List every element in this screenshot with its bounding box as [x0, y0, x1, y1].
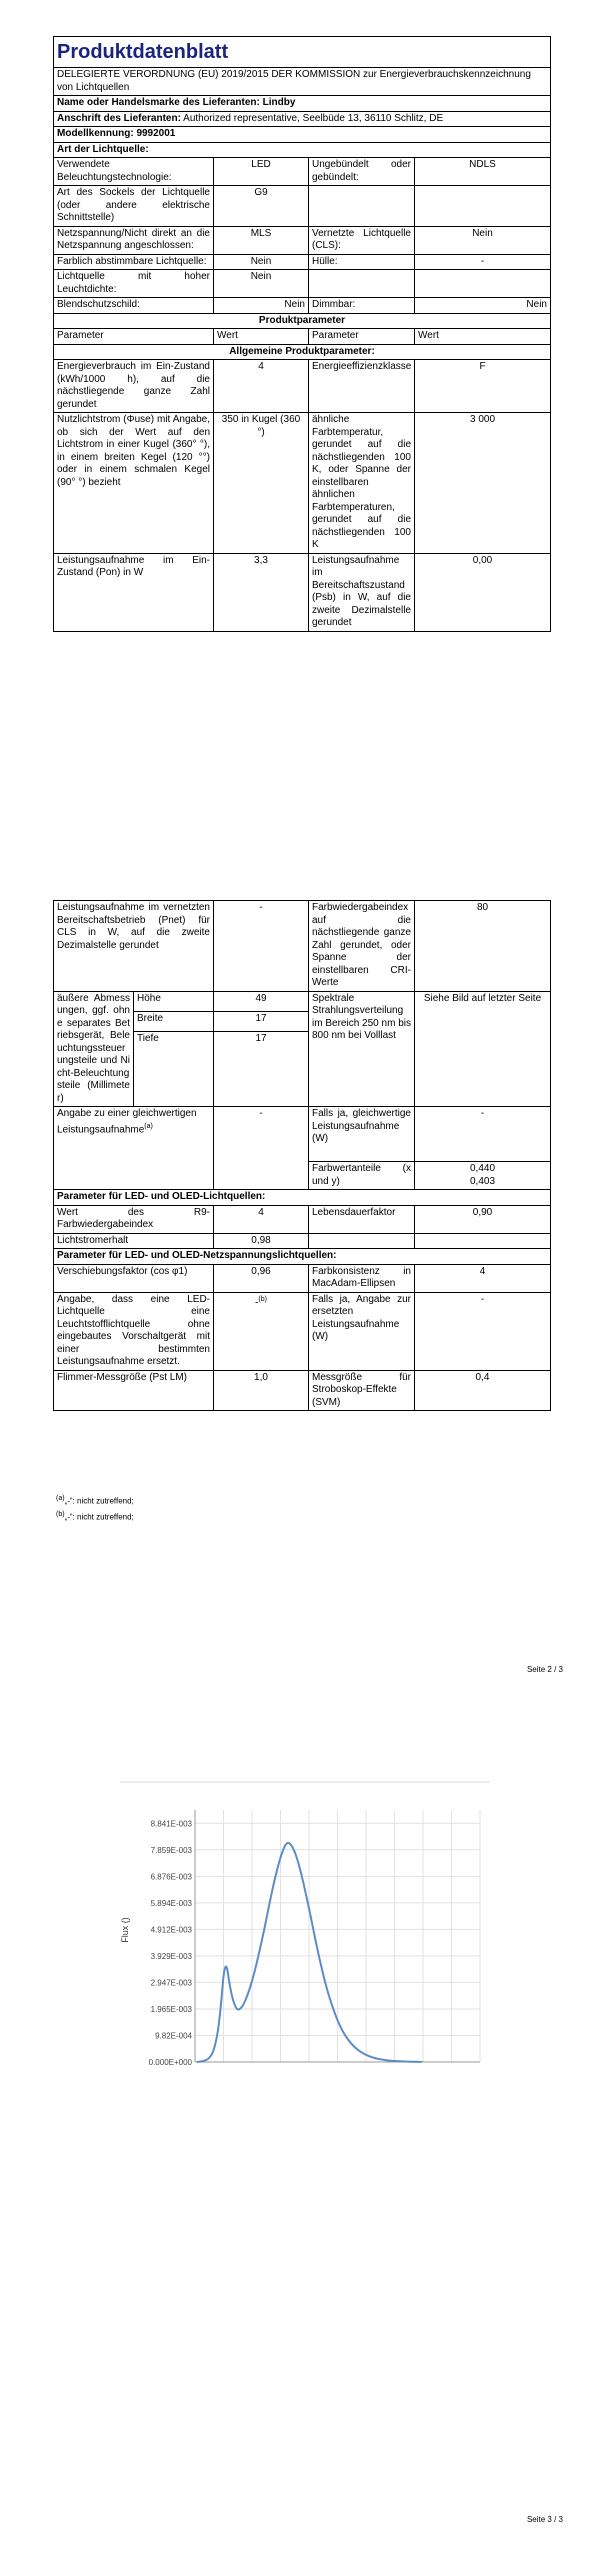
table-row: [54, 298, 551, 314]
chromaticity-y: 0,403: [469, 1175, 496, 1187]
table-row: [54, 1233, 551, 1249]
cell-value: NDLS: [415, 158, 551, 186]
table-header-row: [54, 329, 551, 345]
table-row: [54, 553, 551, 631]
equiv-label: [54, 1107, 214, 1190]
macadam-value: 4: [415, 1264, 551, 1292]
replacement-power-value: -: [415, 1292, 551, 1370]
footnote-text: „-“: nicht zutreffend;: [64, 1496, 134, 1506]
footnote-b: [56, 1510, 134, 1523]
chromaticity-label: Farbwertanteile (x und y): [309, 1162, 415, 1190]
equiv-power-label: Falls ja, gleichwertige Leistungsaufnahme (W): [309, 1107, 415, 1162]
cell-label: Ungebündelt oder gebündelt:: [309, 158, 415, 186]
life-factor-value: 0,90: [415, 1205, 551, 1233]
section-product-params: Produktparameter: [54, 313, 551, 329]
table-row: [54, 254, 551, 270]
y-tick-label: 7.859E-003: [150, 1845, 192, 1855]
section-general-params: Allgemeine Produktparameter:: [54, 344, 551, 360]
replacement-value: [214, 1292, 309, 1370]
macadam-label: Farbkonsistenz in MacAdam-Ellipsen: [309, 1264, 415, 1292]
cell-label: Leistungsaufnahme im Ein-Zustand (Pon) in W: [54, 553, 214, 631]
supplier-address: [54, 111, 551, 127]
dimension-name: Tiefe: [134, 1031, 214, 1050]
address-value: Authorized representative, Seelbüde 13, 36110 Schlitz, DE: [183, 112, 444, 124]
dimension-name: Breite: [134, 1011, 214, 1031]
table-row: [54, 1292, 551, 1370]
page-number: Seite 3 / 3: [526, 2515, 563, 2524]
cell-label: Energieeffizienzklasse: [309, 360, 415, 413]
cell-label: ähnliche Farbtemperatur, gerundet auf die nächstliegenden 100 K, oder Spanne der einstellbaren ähnlichen Farbtemperaturen, gerundet auf die nächstliegenden 100 K: [309, 413, 415, 554]
cell-label: Energieverbrauch im Ein-Zustand (kWh/1000 h), auf die nächstliegende ganze Zahl gerundet: [54, 360, 214, 413]
model-id: Modellkennung: 9992001: [54, 127, 551, 143]
cos-phi-label: Verschiebungsfaktor (cos φ1): [54, 1264, 214, 1292]
cell-value: MLS: [214, 226, 309, 254]
equiv-value: -: [214, 1107, 309, 1190]
column-header: Parameter: [309, 329, 415, 345]
y-tick-label: 4.912E-003: [150, 1925, 192, 1935]
footnote-mark: (a): [144, 1122, 153, 1130]
address-label: Anschrift des Lieferanten:: [57, 112, 181, 124]
cell-label: Netzspannung/Nicht direkt an die Netzspannung angeschlossen:: [54, 226, 214, 254]
table-row: [54, 413, 551, 554]
strobe-value: 0,4: [415, 1370, 551, 1411]
r9-label: Wert des R9-Farbwiedergabeindex: [54, 1205, 214, 1233]
column-header: Wert: [415, 329, 551, 345]
chromaticity-x: 0,440: [469, 1163, 496, 1174]
table-row: [54, 226, 551, 254]
table-row: [54, 158, 551, 186]
table-row: [54, 1370, 551, 1411]
dimensions-label: äußere Abmessungen, ggf. ohne separates Betriebsgerät, Beleuchtungssteuerungsteile und Nicht-Beleuchtungsteile (Millimeter): [54, 991, 134, 1107]
cell-value: 4: [214, 360, 309, 413]
cell-label: Verwendete Beleuchtungstechnologie:: [54, 158, 214, 186]
flicker-value: 1,0: [214, 1370, 309, 1411]
equiv-label-text: Angabe zu einer gleichwertigen Leistungsaufnahme: [57, 1108, 197, 1135]
section-led-params: Parameter für LED- und OLED-Lichtquellen:: [54, 1190, 551, 1206]
page-3: [0, 1700, 603, 2560]
dimension-value: 49: [214, 991, 309, 1011]
replacement-value-text: -: [255, 1296, 259, 1308]
column-header: Parameter: [54, 329, 214, 345]
cell-label: Dimmbar:: [309, 298, 415, 314]
regulation-text: DELEGIERTE VERORDNUNG (EU) 2019/2015 DER KOMMISSION zur Energieverbrauchskennzeichnung von Lichtquellen: [54, 68, 551, 96]
table-row: [54, 901, 551, 992]
strobe-label: Messgröße für Stroboskop-Effekte (SVM): [309, 1370, 415, 1411]
y-tick-label: 2.947E-003: [150, 1978, 192, 1988]
r9-value: 4: [214, 1205, 309, 1233]
cell-value: -: [415, 254, 551, 270]
cell-value: 3,3: [214, 553, 309, 631]
cell-value: 0,00: [415, 553, 551, 631]
cell-value: Nein: [214, 254, 309, 270]
cell-label: Nutzlichtstrom (Φuse) mit Angabe, ob sich der Wert auf den Lichtstrom in einer Kugel (360° °), in einem breiten Kegel (120 °°) oder in einem schmalen Kegel (90° °) bezieht: [54, 413, 214, 554]
cell-value: LED: [214, 158, 309, 186]
page-1: [0, 0, 603, 850]
cell-label: Blendschutzschild:: [54, 298, 214, 314]
table-row: [54, 186, 551, 227]
y-tick-label: 0.000E+000: [148, 2058, 192, 2067]
cell-label: Leistungsaufnahme im Bereitschaftszustand (Psb) in W, auf die zweite Dezimalstelle gerundet: [309, 553, 415, 631]
y-tick-label: 6.876E-003: [150, 1872, 192, 1882]
table-row: [54, 1264, 551, 1292]
y-axis-label: Flux (): [120, 1917, 130, 1943]
table-row: [54, 1205, 551, 1233]
cell-value: Nein: [214, 298, 309, 314]
table-row: [54, 270, 551, 298]
cell-label: [309, 270, 415, 298]
cell-label: Farblich abstimmbare Lichtquelle:: [54, 254, 214, 270]
cell-value: -: [214, 901, 309, 992]
product-sheet-table-continued: [53, 900, 551, 1411]
cell-label: Art des Sockels der Lichtquelle (oder andere elektrische Schnittstelle): [54, 186, 214, 227]
y-tick-label: 9.82E-004: [155, 2031, 192, 2041]
y-tick-label: 5.894E-003: [150, 1898, 192, 1908]
y-tick-label: 3.929E-003: [150, 1951, 192, 1961]
replacement-label: Angabe, dass eine LED-Lichtquelle eine Leuchtstofflichtquelle ohne eingebautes Vorschaltgerät mit einer bestimmten Leistungsaufnahme ersetzt.: [54, 1292, 214, 1370]
dimension-name: Höhe: [134, 991, 214, 1011]
footnote-a: [56, 1494, 134, 1507]
cell-value: Nein: [214, 270, 309, 298]
section-mains-params: Parameter für LED- und OLED-Netzspannungslichtquellen:: [54, 1249, 551, 1265]
dimension-value: 17: [214, 1011, 309, 1031]
cell-label: Farbwiedergabeindex auf die nächstliegende ganze Zahl gerundet, oder Spanne der einstellbaren CRI-Werte: [309, 901, 415, 992]
y-tick-label: 1.965E-003: [150, 2004, 192, 2014]
footnote-mark: (a): [56, 1495, 65, 1502]
spectral-value: Siehe Bild auf letzter Seite: [415, 991, 551, 1107]
replacement-power-label: Falls ja, Angabe zur ersetzten Leistungsaufnahme (W): [309, 1292, 415, 1370]
spectral-label: Spektrale Strahlungsverteilung im Bereich 250 nm bis 800 nm bei Volllast: [309, 991, 415, 1107]
cell-label: Leistungsaufnahme im vernetzten Bereitschaftsbetrieb (Pnet) für CLS in W, auf die zweite Dezimalstelle gerundet: [54, 901, 214, 992]
cell-value: [415, 186, 551, 227]
cell-value: Nein: [415, 298, 551, 314]
column-header: Wert: [214, 329, 309, 345]
flicker-label: Flimmer-Messgröße (Pst LM): [54, 1370, 214, 1411]
cell-value: 3 000: [415, 413, 551, 554]
cell-value: [415, 270, 551, 298]
footnote-mark: (b): [56, 1511, 65, 1518]
footnote-text: „-“: nicht zutreffend;: [64, 1512, 134, 1522]
cell-label: [309, 186, 415, 227]
cell-value: Nein: [415, 226, 551, 254]
cell-value: 80: [415, 901, 551, 992]
page-number: Seite 2 / 3: [526, 1665, 563, 1674]
lumen-maintenance-value: 0,98: [214, 1233, 309, 1249]
dimension-value: 17: [214, 1031, 309, 1050]
cell-value: 350 in Kugel (360 °): [214, 413, 309, 554]
page-title: Produktdatenblatt: [54, 37, 551, 68]
life-factor-label: Lebensdauerfaktor: [309, 1205, 415, 1233]
spectral-distribution-chart: [120, 1780, 490, 2070]
y-tick-label: 8.841E-003: [150, 1819, 192, 1829]
table-row: [54, 991, 551, 1011]
cell-label: Vernetzte Lichtquelle (CLS):: [309, 226, 415, 254]
light-source-type: Art der Lichtquelle:: [54, 142, 551, 158]
table-row: [54, 360, 551, 413]
footnote-mark: (b): [258, 1295, 267, 1303]
cell-value: G9: [214, 186, 309, 227]
page-2: [0, 850, 603, 1700]
cell-label: Lichtquelle mit hoher Leuchtdichte:: [54, 270, 214, 298]
equiv-power-value: -: [415, 1107, 551, 1162]
lumen-maintenance-label: Lichtstromerhalt: [54, 1233, 214, 1249]
cell-label: Hülle:: [309, 254, 415, 270]
supplier-name: Name oder Handelsmarke des Lieferanten: Lindby: [54, 96, 551, 112]
table-row: [54, 1107, 551, 1162]
cos-phi-value: 0,96: [214, 1264, 309, 1292]
cell-value: F: [415, 360, 551, 413]
chromaticity-values: [415, 1162, 551, 1190]
product-sheet-table: [53, 36, 551, 632]
